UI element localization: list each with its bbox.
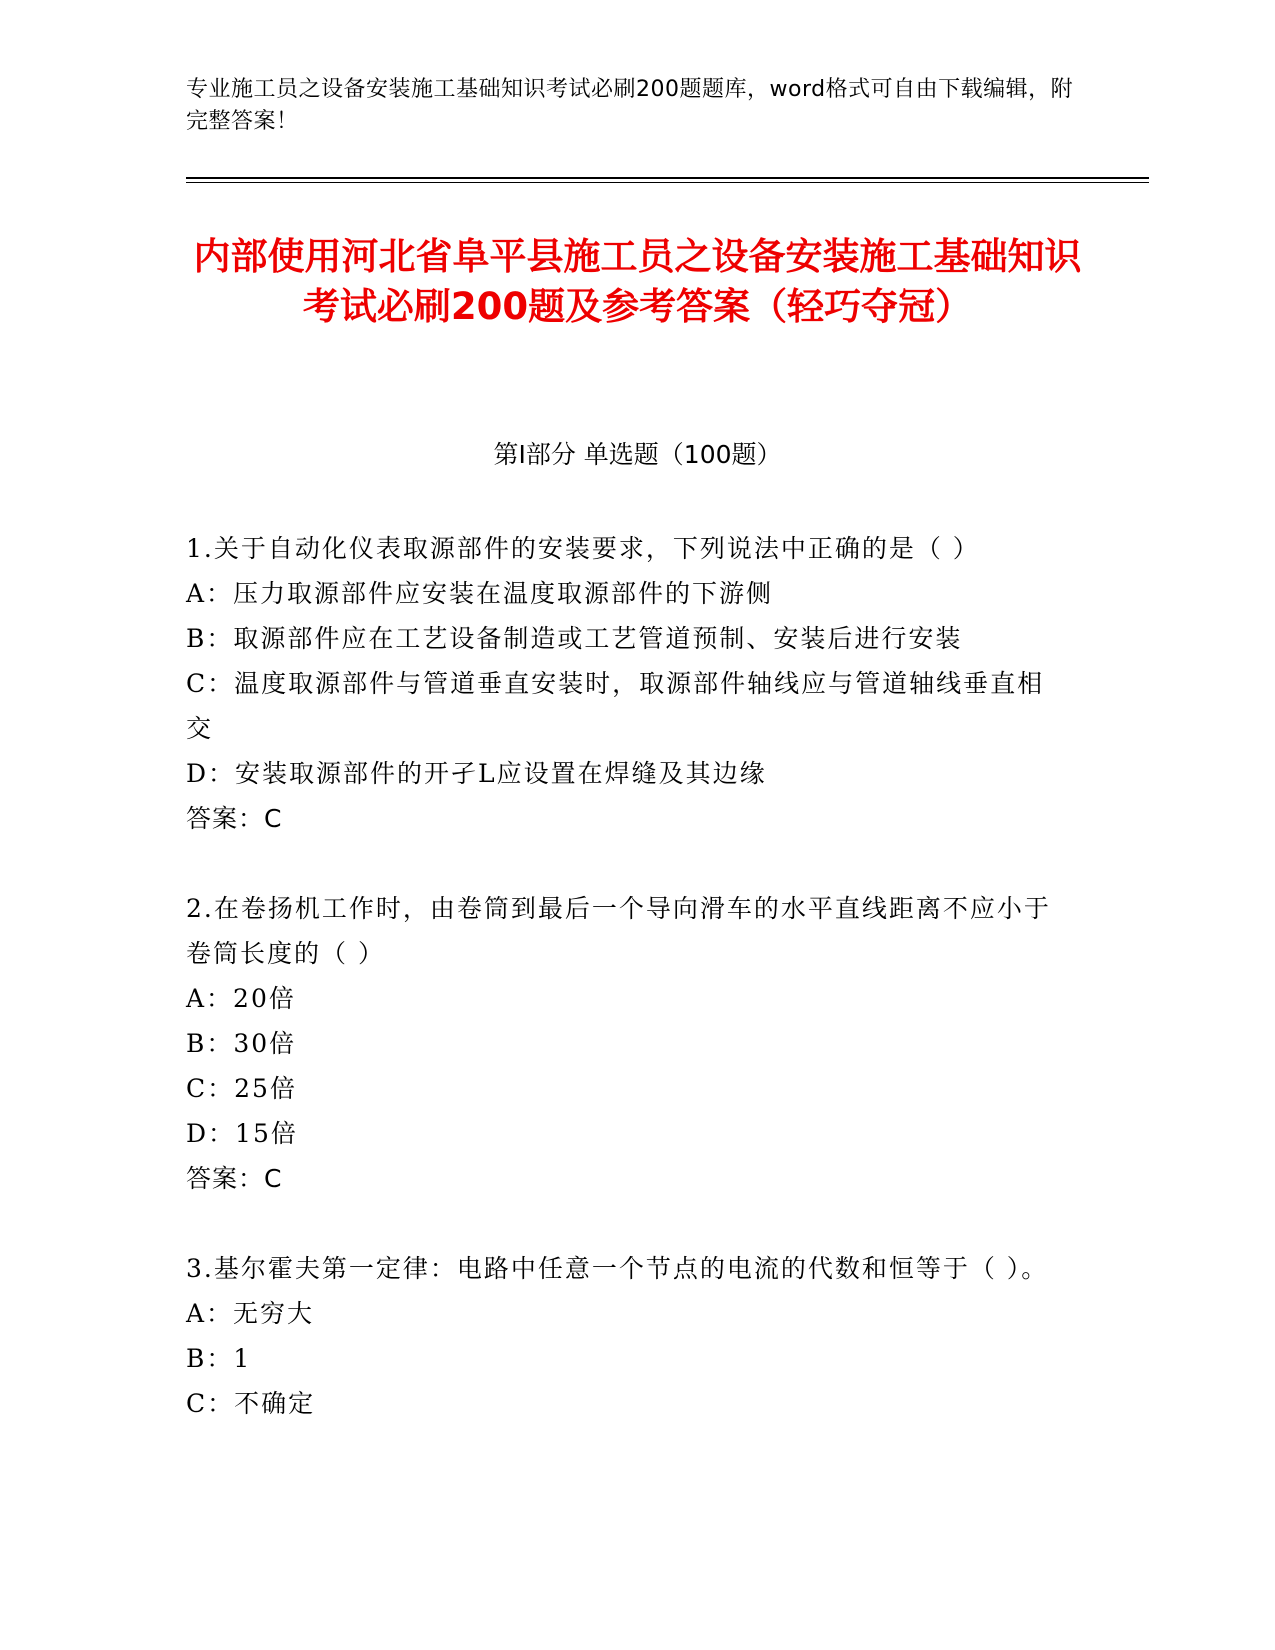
header-rule-thin	[186, 182, 1149, 183]
question-option-a: A：压力取源部件应安装在温度取源部件的下游侧	[186, 579, 774, 608]
question-option-a: A：20倍	[186, 984, 296, 1013]
question-answer: 答案：C	[186, 1164, 283, 1193]
question-option-c: C：温度取源部件与管道垂直安装时，取源部件轴线应与管道轴线垂直相交	[186, 669, 1045, 743]
header-note: 专业施工员之设备安装施工基础知识考试必刷200题题库，word格式可自由下载编辑，附完整答案！	[186, 77, 1074, 134]
question-option-d: D：15倍	[186, 1119, 298, 1148]
question-option-b: B：取源部件应在工艺设备制造或工艺管道预制、安装后进行安装	[186, 624, 963, 653]
question-option-c: C：不确定	[186, 1389, 316, 1418]
question-option-b: B：1	[186, 1344, 252, 1373]
question-list	[186, 526, 1066, 1471]
question-stem: 3.基尔霍夫第一定律：电路中任意一个节点的电流的代数和恒等于（ ）。	[186, 1254, 1049, 1283]
question-stem: 1.关于自动化仪表取源部件的安装要求，下列说法中正确的是（ ）	[186, 534, 980, 563]
question-3	[186, 1246, 1066, 1426]
document-title: 内部使用河北省阜平县施工员之设备安装施工基础知识考试必刷200题及参考答案（轻巧夺冠）	[193, 235, 1082, 328]
question-option-d: D：安装取源部件的开孑L应设置在焊缝及其边缘	[186, 759, 767, 788]
section-title: 第Ⅰ部分 单选题（100题）	[493, 440, 782, 469]
question-option-b: B：30倍	[186, 1029, 297, 1058]
question-option-a: A：无穷大	[186, 1299, 315, 1328]
question-2	[186, 886, 1066, 1201]
header-rule-thick	[186, 177, 1149, 179]
question-option-c: C：25倍	[186, 1074, 297, 1103]
question-answer: 答案：C	[186, 804, 283, 833]
question-1	[186, 526, 1066, 841]
question-stem: 2.在卷扬机工作时，由卷筒到最后一个导向滑车的水平直线距离不应小于卷筒长度的（ ）	[186, 894, 1051, 968]
